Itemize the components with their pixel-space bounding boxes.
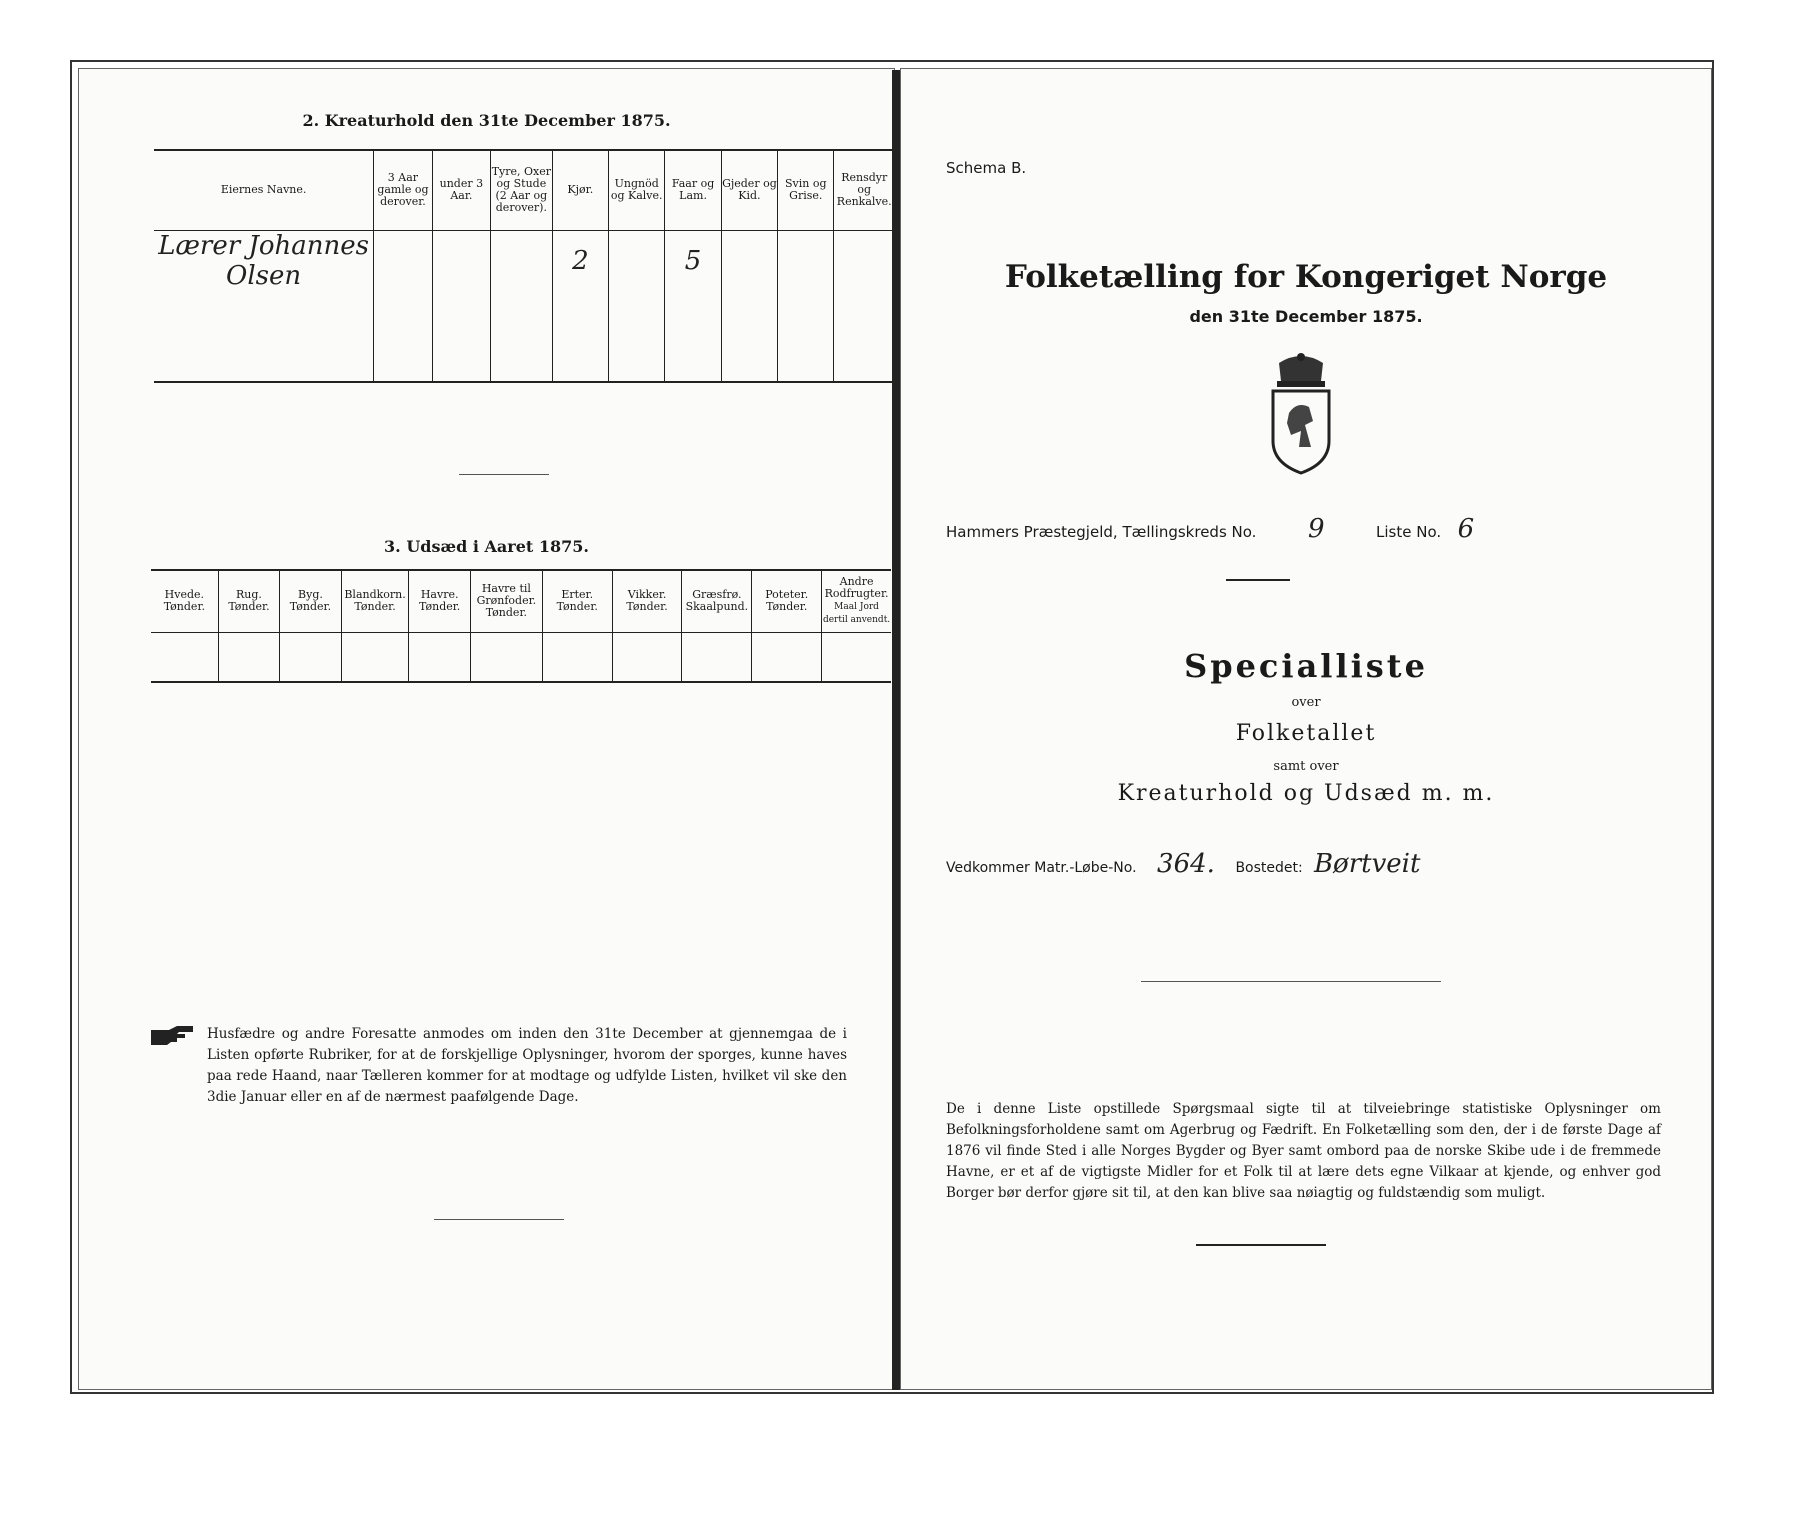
- matr-number: 364.: [1157, 849, 1215, 879]
- col-hvede: Hvede. Tønder.: [151, 570, 218, 632]
- schema-label: Schema B.: [946, 159, 1027, 177]
- notice-text: Husfædre og andre Foresatte anmodes om inden den 31te December at gjennemgaa de i Listen opførte Rubriker, for at de forskjellige Oplysninger, hvorom der sporges, kunne haves paa rede Haand, naar Tælleren kommer for at modtage og udfylde Listen, hvilket vil ske den 3die Januar eller en af de nærmest paafølgende Dage.: [207, 1026, 847, 1105]
- col-graesfro: Græsfrø. Skaalpund.: [682, 570, 752, 632]
- owner-name: Lærer Johannes Olsen: [154, 230, 374, 291]
- section2-title: 2. Kreaturhold den 31te December 1875.: [302, 111, 671, 130]
- divider: [1196, 1244, 1326, 1246]
- divider: [459, 474, 549, 475]
- spine: [892, 70, 900, 1390]
- place-label: Bostedet:: [1235, 860, 1303, 876]
- col-bulls: Tyre, Oxer og Stude (2 Aar og derover).: [491, 150, 553, 230]
- col-horse-young: under 3 Aar.: [432, 150, 490, 230]
- district-number: 9: [1307, 514, 1325, 544]
- heading-specialliste: Specialliste: [1184, 647, 1428, 685]
- divider: [434, 1219, 564, 1220]
- over-label-2: samt over: [1273, 759, 1339, 774]
- col-havre: Havre. Tønder.: [409, 570, 470, 632]
- table-row: [154, 291, 894, 321]
- owner-header: Eiernes Navne.: [154, 150, 374, 230]
- over-label: over: [1291, 695, 1321, 710]
- col-byg: Byg. Tønder.: [280, 570, 341, 632]
- table-row: [151, 632, 891, 682]
- col-cows: Kjør.: [552, 150, 608, 230]
- livestock-table: [154, 149, 894, 383]
- divider: [1141, 981, 1441, 982]
- col-goats: Gjeder og Kid.: [721, 150, 777, 230]
- subject-kreaturhold: Kreaturhold og Udsæd m. m.: [1117, 781, 1495, 806]
- census-date: den 31te December 1875.: [1189, 307, 1423, 326]
- col-calves: Ungnöd og Kalve.: [609, 150, 665, 230]
- parish-label: Hammers Præstegjeld,: [946, 523, 1118, 541]
- list-number: 6: [1457, 514, 1475, 544]
- divider: [1226, 579, 1290, 581]
- page-title: Folketælling for Kongeriget Norge: [1004, 259, 1608, 295]
- section3-title: 3. Udsæd i Aaret 1875.: [384, 537, 589, 556]
- place-value: Børtveit: [1313, 849, 1421, 879]
- table-row: [154, 351, 894, 382]
- col-havre-gronfoder: Havre til Grønfoder. Tønder.: [470, 570, 542, 632]
- cows-value: 2: [552, 230, 608, 291]
- col-poteter: Poteter. Tønder.: [752, 570, 822, 632]
- right-page: [900, 68, 1712, 1390]
- seed-table: [151, 569, 891, 683]
- col-rug: Rug. Tønder.: [218, 570, 279, 632]
- matr-label: Vedkommer Matr.-Løbe-No.: [946, 860, 1137, 876]
- col-vikker: Vikker. Tønder.: [612, 570, 682, 632]
- left-page: [78, 68, 895, 1390]
- col-erter: Erter. Tønder.: [542, 570, 612, 632]
- col-sheep: Faar og Lam.: [665, 150, 721, 230]
- col-pigs: Svin og Grise.: [778, 150, 834, 230]
- subject-folketallet: Folketallet: [1235, 721, 1377, 746]
- sheep-value: 5: [665, 230, 721, 291]
- list-label: Liste No.: [1376, 523, 1442, 541]
- intro-paragraph: De i denne Liste opstillede Spørgsmaal sigte til at tilveiebringe statistiske Oplysninger om Befolkningsforholdene samt om Agerbrug og Fædrift. En Folketælling som den, der i de første Dage af 1876 vil finde Sted i alle Norges Bygder og Byer samt ombord paa de norske Skibe ude i de fremmede Havne, er et af de vigtigste Midler for et Folk til at lære dets egne Vilkaar at kjende, og enhver god Borger bør derfor gjøre sit til, at den kan blive saa nøiagtig og fuldstændig som muligt.: [946, 1101, 1661, 1201]
- col-andre: Andre Rodfrugter. Maal Jord dertil anvendt.: [822, 570, 891, 632]
- col-blandkorn: Blandkorn. Tønder.: [341, 570, 409, 632]
- table-row: [154, 230, 894, 291]
- district-label: Tællingskreds No.: [1122, 523, 1257, 541]
- coat-of-arms-icon: [1251, 351, 1351, 480]
- col-reindeer: Rensdyr og Renkalve.: [834, 150, 894, 230]
- col-horse-old: 3 Aar gamle og derover.: [374, 150, 432, 230]
- pointing-hand-icon: [149, 1024, 199, 1052]
- table-row: [154, 321, 894, 351]
